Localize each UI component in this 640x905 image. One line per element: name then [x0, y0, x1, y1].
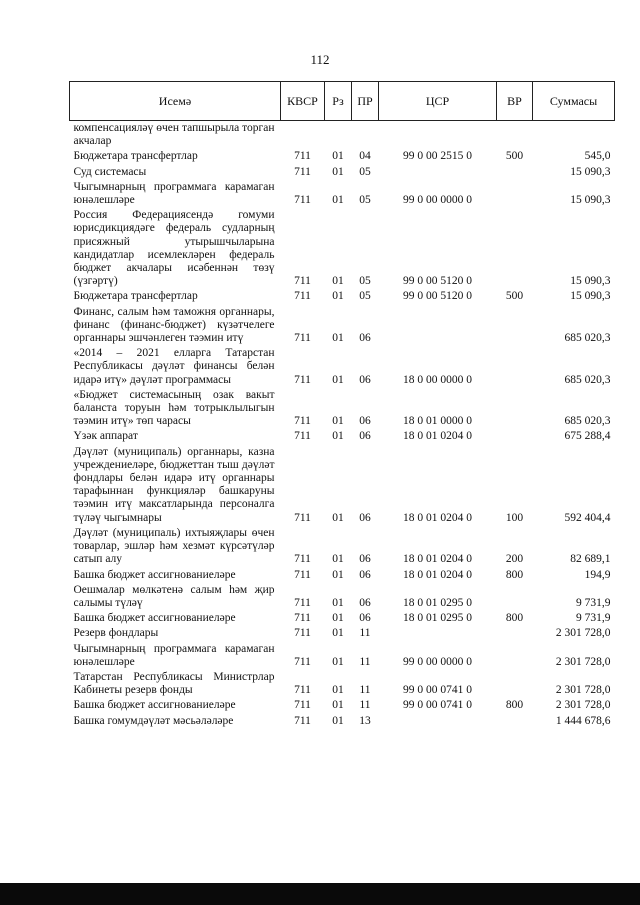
- row-rz: 01: [332, 165, 344, 178]
- row-sum: 9 731,9: [576, 596, 611, 609]
- table-body: [70, 121, 615, 729]
- row-rz: 01: [332, 627, 344, 640]
- table-row: [70, 305, 615, 347]
- row-name: Башка бюджет ассигнованиеләре: [73, 699, 236, 712]
- row-csr: 99 0 00 0000 0: [403, 655, 472, 668]
- row-pr: 05: [359, 194, 371, 207]
- row-rz: 01: [332, 612, 344, 625]
- header-csr: ЦСР: [379, 82, 497, 121]
- row-pr: 11: [359, 684, 371, 697]
- table-row: [70, 670, 615, 698]
- row-pr: 06: [359, 415, 371, 428]
- row-csr: [379, 121, 497, 150]
- row-sum: 1 444 678,6: [555, 714, 611, 727]
- row-sum: 2 301 728,0: [555, 699, 611, 712]
- row-name: Чыгымнарның программага карамаган юнәлешләре: [73, 180, 275, 207]
- row-sum: 15 090,3: [570, 165, 611, 178]
- row-vr: [497, 180, 533, 208]
- row-pr: 11: [359, 699, 371, 712]
- table-row: [70, 180, 615, 208]
- row-vr: [497, 388, 533, 430]
- row-name: «Бюджет системасының озак вакыт баланста торуын һәм тотрыклылыгын тәэмин итү» төп чарасы: [73, 388, 275, 428]
- row-name: Татарстан Республикасы Министрлар Кабинеты резерв фонды: [73, 670, 275, 697]
- row-rz: 01: [332, 596, 344, 609]
- row-kvsr: 711: [294, 596, 311, 609]
- table-row: [70, 568, 615, 583]
- row-kvsr: [281, 121, 325, 150]
- row-sum: 15 090,3: [570, 275, 611, 288]
- row-vr: [497, 305, 533, 347]
- row-vr: [497, 642, 533, 670]
- row-name: Бюджетара трансфертлар: [73, 290, 198, 303]
- row-kvsr: 711: [294, 684, 311, 697]
- header-rz: Рз: [325, 82, 352, 121]
- row-pr: 06: [359, 553, 371, 566]
- row-csr: 18 0 01 0204 0: [403, 511, 472, 524]
- row-rz: 01: [332, 290, 344, 303]
- row-csr: [379, 305, 497, 347]
- row-vr: 800: [505, 568, 524, 581]
- row-kvsr: 711: [294, 699, 311, 712]
- row-kvsr: 711: [294, 373, 311, 386]
- row-csr: 18 0 01 0295 0: [403, 596, 472, 609]
- row-sum: 2 301 728,0: [555, 684, 611, 697]
- table-header-row: [70, 82, 615, 121]
- row-pr: 05: [359, 165, 371, 178]
- row-rz: 01: [332, 684, 344, 697]
- header-vr: ВР: [497, 82, 533, 121]
- row-csr: 99 0 00 0741 0: [403, 699, 472, 712]
- row-kvsr: 711: [294, 655, 311, 668]
- table-row: [70, 165, 615, 180]
- row-kvsr: 711: [294, 150, 311, 163]
- row-kvsr: 711: [294, 430, 311, 443]
- row-rz: 01: [332, 373, 344, 386]
- row-sum: 15 090,3: [570, 290, 611, 303]
- row-pr: 06: [359, 612, 371, 625]
- table-row: [70, 149, 615, 164]
- row-sum: 15 090,3: [570, 194, 611, 207]
- row-pr: 06: [359, 568, 371, 581]
- row-rz: [325, 121, 352, 150]
- row-pr: 06: [359, 332, 371, 345]
- row-sum: 685 020,3: [564, 332, 611, 345]
- row-rz: 01: [332, 714, 344, 727]
- row-sum: [533, 121, 615, 150]
- row-pr: 06: [359, 373, 371, 386]
- row-kvsr: 711: [294, 612, 311, 625]
- row-rz: 01: [332, 150, 344, 163]
- row-vr: [497, 429, 533, 444]
- row-csr: 99 0 00 2515 0: [403, 150, 472, 163]
- row-sum: 685 020,3: [564, 415, 611, 428]
- row-sum: 9 731,9: [576, 612, 611, 625]
- table-row: [70, 642, 615, 670]
- row-pr: 06: [359, 596, 371, 609]
- row-name: Үзәк аппарат: [73, 430, 138, 443]
- row-name: Чыгымнарның программага карамаган юнәлешләре: [73, 642, 275, 668]
- row-sum: 194,9: [584, 568, 611, 581]
- row-pr: 11: [359, 627, 371, 640]
- row-kvsr: 711: [294, 332, 311, 345]
- row-csr: 18 0 01 0000 0: [403, 415, 472, 428]
- header-kvsr: КВСР: [281, 82, 325, 121]
- row-rz: 01: [332, 511, 344, 524]
- row-csr: 99 0 00 0000 0: [403, 194, 472, 207]
- row-vr: [497, 165, 533, 180]
- row-sum: 675 288,4: [564, 430, 611, 443]
- table-row: [70, 526, 615, 568]
- row-vr: 100: [505, 511, 524, 524]
- table-row: [70, 445, 615, 526]
- row-rz: 01: [332, 655, 344, 668]
- row-kvsr: 711: [294, 165, 311, 178]
- row-csr: 18 0 01 0204 0: [403, 553, 472, 566]
- row-rz: 01: [332, 699, 344, 712]
- row-rz: 01: [332, 275, 344, 288]
- row-rz: 01: [332, 430, 344, 443]
- scan-bottom-border: [0, 883, 640, 905]
- table-row: [70, 714, 615, 729]
- row-rz: 01: [332, 415, 344, 428]
- row-csr: [379, 714, 497, 729]
- row-name: «2014 – 2021 елларга Татарстан Республикасы дәүләт финансы белән идарә итү» дәүләт программасы: [73, 347, 275, 386]
- table-row: [70, 121, 615, 150]
- table-row: [70, 583, 615, 611]
- row-pr: 13: [359, 714, 371, 727]
- row-name: Финанс, салым һәм таможня органнары, финанс (финанс-бюджет) күзәтчелеге органнары эшчәнлеген тәэмин итү: [73, 305, 275, 345]
- row-name: Башка бюджет ассигнованиеләре: [73, 612, 236, 625]
- row-pr: 05: [359, 290, 371, 303]
- row-csr: 18 0 01 0204 0: [403, 430, 472, 443]
- row-csr: 99 0 00 5120 0: [403, 290, 472, 303]
- row-pr: 06: [359, 430, 371, 443]
- table-row: [70, 611, 615, 626]
- row-csr: 18 0 00 0000 0: [403, 373, 472, 386]
- row-sum: 2 301 728,0: [555, 627, 611, 640]
- budget-table: [69, 81, 615, 729]
- row-vr: [497, 208, 533, 289]
- row-rz: 01: [332, 568, 344, 581]
- row-vr: 500: [505, 150, 524, 163]
- header-pr: ПР: [352, 82, 379, 121]
- row-rz: 01: [332, 553, 344, 566]
- row-kvsr: 711: [294, 627, 311, 640]
- row-vr: 200: [505, 553, 524, 566]
- table-row: [70, 346, 615, 388]
- row-name: Башка бюджет ассигнованиеләре: [73, 568, 236, 581]
- row-vr: 500: [505, 290, 524, 303]
- row-name: Дәүләт (муниципаль) ихтыяҗлары өчен товарлар, эшләр һәм хезмәт күрсәтүләр сатып алу: [73, 526, 275, 566]
- row-kvsr: 711: [294, 290, 311, 303]
- row-name: Суд системасы: [73, 165, 147, 178]
- row-name: компенсацияләү өчен тапшырыла торган акчалар: [73, 122, 275, 148]
- row-name: Дәүләт (муниципаль) органнары, казна учреждениеләре, бюджеттан тыш дәүләт фондлары белән идарә итү органнары тарафыннан функцияләр башкаруны тәэмин итү максатларында персоналга түләү чыгымнары: [73, 445, 275, 524]
- row-csr: 99 0 00 0741 0: [403, 684, 472, 697]
- row-pr: 06: [359, 511, 371, 524]
- row-kvsr: 711: [294, 568, 311, 581]
- row-sum: 545,0: [584, 150, 611, 163]
- row-csr: 99 0 00 5120 0: [403, 275, 472, 288]
- header-sum: Суммасы: [533, 82, 615, 121]
- row-name: Россия Федерациясендә гомуми юрисдикциядәге федераль судларның присяжный утырышчыларына кандидатлар исемлекләрен федераль бюджет акчалары исәбеннән төзү (үзгәртү): [73, 209, 275, 288]
- row-csr: [379, 165, 497, 180]
- row-sum: 2 301 728,0: [555, 655, 611, 668]
- row-pr: 05: [359, 275, 371, 288]
- row-kvsr: 711: [294, 194, 311, 207]
- row-name: Бюджетара трансфертлар: [73, 150, 198, 163]
- row-vr: 800: [505, 699, 524, 712]
- row-name: Башка гомумдәүләт мәсьәләләре: [73, 714, 234, 727]
- row-sum: 685 020,3: [564, 373, 611, 386]
- page-number: 112: [310, 52, 330, 67]
- row-pr: 04: [359, 150, 371, 163]
- row-rz: 01: [332, 332, 344, 345]
- row-vr: 800: [505, 612, 524, 625]
- row-sum: 592 404,4: [564, 511, 611, 524]
- row-csr: 18 0 01 0204 0: [403, 568, 472, 581]
- row-vr: [497, 583, 533, 611]
- row-rz: 01: [332, 194, 344, 207]
- row-csr: [379, 626, 497, 641]
- row-pr: [352, 121, 379, 150]
- row-csr: 18 0 01 0295 0: [403, 612, 472, 625]
- row-sum: 82 689,1: [570, 553, 611, 566]
- row-kvsr: 711: [294, 714, 311, 727]
- table-row: [70, 429, 615, 444]
- header-name: Исемә: [70, 82, 281, 121]
- row-name: Резерв фондлары: [73, 627, 159, 640]
- row-name: Оешмалар мөлкәтенә салым һәм җир салымы түләү: [73, 583, 275, 609]
- row-vr: [497, 714, 533, 729]
- table-row: [70, 289, 615, 304]
- row-vr: [497, 346, 533, 388]
- table-row: [70, 698, 615, 713]
- table-row: [70, 208, 615, 289]
- table-row: [70, 626, 615, 641]
- row-kvsr: 711: [294, 415, 311, 428]
- row-vr: [497, 670, 533, 698]
- row-kvsr: 711: [294, 275, 311, 288]
- row-pr: 11: [359, 655, 371, 668]
- row-vr: [497, 626, 533, 641]
- row-vr: [497, 121, 533, 150]
- row-kvsr: 711: [294, 553, 311, 566]
- table-row: [70, 388, 615, 430]
- row-kvsr: 711: [294, 511, 311, 524]
